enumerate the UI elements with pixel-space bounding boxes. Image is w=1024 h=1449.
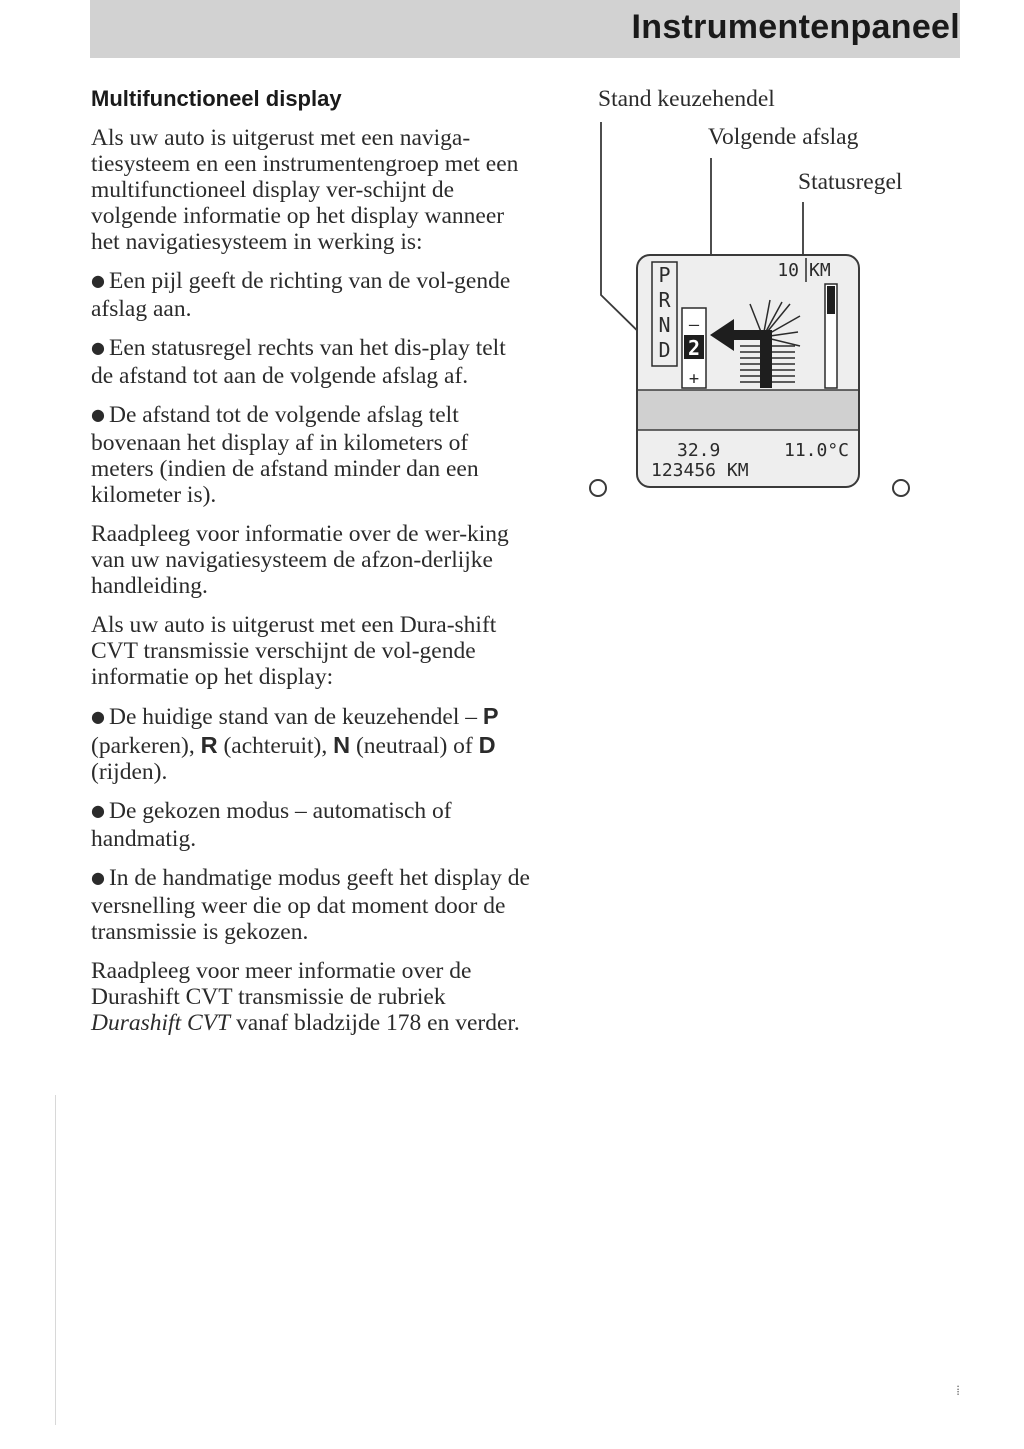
- manual-gear-number: 2: [687, 336, 701, 360]
- bullet-icon: ●: [91, 338, 105, 357]
- gear-letter-d: D: [658, 338, 671, 362]
- gear-letter-r: R: [658, 288, 671, 312]
- distance-value: 10: [777, 260, 799, 281]
- bullet-icon: ●: [91, 405, 105, 424]
- intro-paragraph: Als uw auto is uitgerust met een naviga-tiesysteem en een instrumentengroep met een multifunctioneel display ver-schijnt de volgende informatie op het display wanneer het navigatiesysteem in werking is:: [91, 125, 519, 255]
- temperature-value: 11.0°C: [784, 440, 850, 461]
- mount-hole-icon: [893, 480, 909, 496]
- page-title: Instrumentenpaneel: [631, 8, 960, 46]
- gear-letters: [658, 263, 671, 362]
- cross-reference: Durashift CVT: [91, 1010, 231, 1036]
- section-title: Multifunctioneel display: [91, 86, 342, 111]
- bullet-icon: ●: [91, 868, 105, 887]
- gear-bullet: ● De huidige stand van de keuzehendel – P (parkeren), R (achteruit), N (neutraal) of D (rijden).: [91, 703, 499, 785]
- label-next-turn: Volgende afslag: [708, 124, 859, 150]
- bullet-item: ● In de handmatige modus geeft het display de versnelling weer die op dat moment door de transmissie is gekozen.: [91, 865, 530, 945]
- display-illustration: [0, 0, 1024, 560]
- manual-minus: –: [688, 315, 700, 335]
- mount-hole-icon: [590, 480, 606, 496]
- bullet-icon: ●: [91, 271, 105, 290]
- margin-rule: [55, 1095, 56, 1425]
- bullet-icon: ●: [91, 801, 105, 820]
- display-divider-band: [638, 390, 858, 430]
- bullet-item: ● De gekozen modus – automatisch of handmatig.: [91, 798, 452, 852]
- label-gear-lever: Stand keuzehendel: [598, 86, 775, 112]
- nav-manual-paragraph: Raadpleeg voor informatie over de wer-king van uw navigatiesysteem de afzon-derlijke handleiding.: [91, 521, 509, 599]
- trip-value: 32.9: [677, 440, 721, 461]
- label-status-bar: Statusregel: [798, 169, 903, 195]
- bullet-item: ● Een pijl geeft de richting van de vol-gende afslag aan.: [91, 268, 511, 322]
- bullet-item: ● Een statusregel rechts van het dis-play telt de afstand tot aan de volgende afslag af.: [91, 335, 506, 389]
- closing-paragraph: Raadpleeg voor meer informatie over de Durashift CVT transmissie de rubriek Durashift CVT vanaf bladzijde 178 en verder.: [91, 958, 520, 1036]
- status-bar-fill: [827, 286, 835, 314]
- distance-unit: KM: [809, 260, 831, 281]
- bullet-icon: ●: [91, 707, 105, 726]
- cvt-intro-paragraph: Als uw auto is uitgerust met een Dura-shift CVT transmissie verschijnt de vol-gende informatie op het display:: [91, 612, 497, 690]
- manual-plus: +: [688, 369, 700, 389]
- bullet-item: ● De afstand tot de volgende afslag telt bovenaan het display af in kilometers of meters (indien de afstand minder dan een kilometer is).: [91, 402, 479, 508]
- gear-letter-p: P: [658, 263, 671, 287]
- gear-letter-n: N: [658, 313, 671, 337]
- page-edge-mark: ⁞: [956, 1383, 960, 1399]
- odometer-value: 123456 KM: [651, 460, 749, 481]
